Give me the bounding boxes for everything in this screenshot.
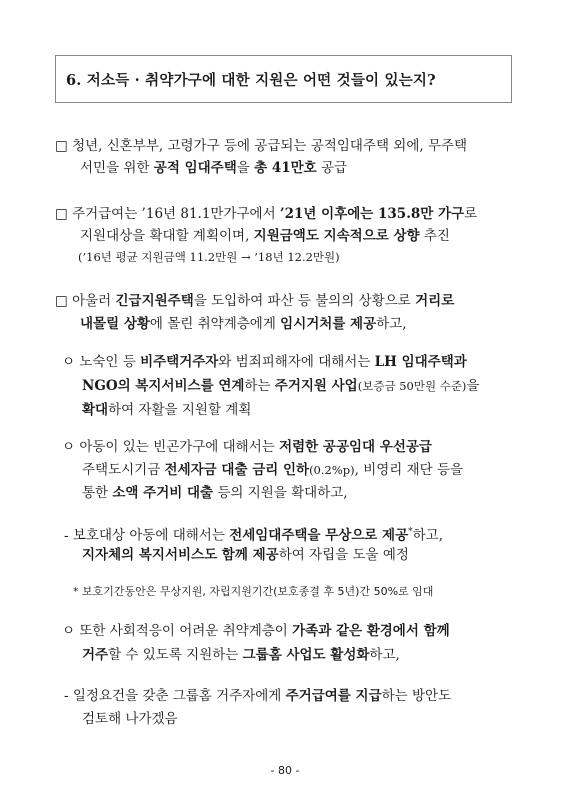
p1-line1: □ 청년, 신혼부부, 고령가구 등에 공급되는 공적임대주택 외에, 무주택 <box>55 138 468 154</box>
s3-line2: 거주할 수 있도록 지원하는 그룹홈 사업도 활성화하고, <box>82 647 400 663</box>
dash-bullet-icon: - <box>64 527 69 544</box>
checkbox-bullet-icon: □ <box>55 138 68 154</box>
checkbox-bullet-icon: □ <box>55 293 68 309</box>
circle-bullet-icon: ㅇ <box>62 623 76 639</box>
page-number: - 80 - <box>270 764 300 777</box>
d2-line2: 검토해 나가겠음 <box>82 711 178 727</box>
p2-line2: 지원대상을 확대할 계획이며, 지원금액도 지속적으로 상향 추진 <box>80 228 450 244</box>
s1-line2: NGO의 복지서비스를 연계하는 주거지원 사업(보증금 50만원 수준)을 <box>82 378 480 394</box>
s3-line1: ㅇ 또한 사회적응이 어려운 취약계층이 가족과 같은 환경에서 함께 <box>62 623 450 639</box>
s1-line1: ㅇ 노숙인 등 비주택거주자와 범죄피해자에 대해서는 LH 임대주택과 <box>62 354 467 370</box>
s2-line3: 통한 소액 주거비 대출 등의 지원을 확대하고, <box>82 485 348 501</box>
section-title-box <box>55 55 512 103</box>
p3-line1: □ 아울러 긴급지원주택을 도입하여 파산 등 불의의 상황으로 거리로 <box>55 293 455 309</box>
s2-line1: ㅇ 아동이 있는 빈곤가구에 대해서는 저렴한 공공임대 우선공급 <box>62 439 432 455</box>
p2-line3: (’16년 평균 지원금액 11.2만원 → ’18년 12.2만원) <box>78 250 340 264</box>
dash-bullet-icon: - <box>64 688 69 704</box>
p1-line2: 서민을 위한 공적 임대주택을 총 41만호 공급 <box>80 160 348 176</box>
d1-line2: 지자체의 복지서비스도 함께 제공하여 자립을 도울 예정 <box>82 547 409 563</box>
s1-line3: 확대하여 자활을 지원할 계획 <box>82 402 252 418</box>
p3-line2: 내몰릴 상황에 몰린 취약계층에게 임시거처를 제공하고, <box>80 316 407 332</box>
circle-bullet-icon: ㅇ <box>62 354 76 370</box>
section-title: 6. 저소득 · 취약가구에 대한 지원은 어떤 것들이 있는지? <box>66 71 436 89</box>
checkbox-bullet-icon: □ <box>55 206 68 222</box>
circle-bullet-icon: ㅇ <box>62 439 76 455</box>
p2-line1: □ 주거급여는 ’16년 81.1만가구에서 ’21년 이후에는 135.8만 가구로 <box>55 206 478 222</box>
footnote: * 보호기간동안은 무상지원, 자립지원기간(보호종결 후 5년)간 50%로 임대 <box>73 585 434 598</box>
footnote-marker: * <box>73 585 79 598</box>
d2-line1: - 일정요건을 갖춘 그룹홈 거주자에게 주거급여를 지급하는 방안도 <box>64 688 452 704</box>
s2-line2: 주택도시기금 전세자금 대출 금리 인하(0.2%p), 비영리 재단 등을 <box>82 462 464 478</box>
d1-line1: - 보호대상 아동에 대해서는 전세임대주택을 무상으로 제공*하고, <box>64 527 443 544</box>
